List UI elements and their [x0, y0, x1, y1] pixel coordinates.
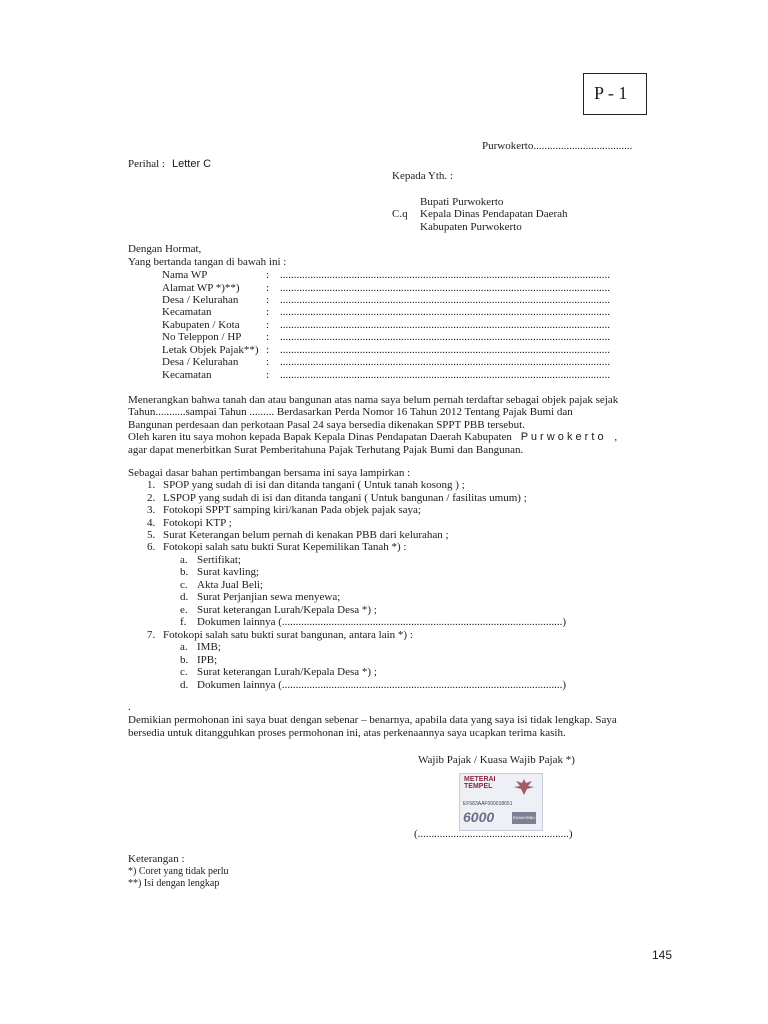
field-dots: ........................................................................................................................ — [280, 344, 610, 356]
sub-letter: b. — [180, 654, 189, 666]
sub-text: Surat keterangan Lurah/Kepala Desa *) ; — [197, 666, 377, 678]
paragraph-line: Tahun...........sampai Tahun ......... Berdasarkan Perda Nomor 16 Tahun 2012 Tentang Pajak Bumi dan — [128, 406, 573, 418]
list-text: Fotokopi salah satu bukti surat bangunan, antara lain *) : — [163, 629, 413, 641]
field-dots: ........................................................................................................................ — [280, 282, 610, 294]
closing-line: bersedia untuk ditangguhkan proses permohonan ini, atas perkenaannya saya ucapkan terima kasih. — [128, 727, 566, 739]
sub-text: Akta Jual Beli; — [197, 579, 263, 591]
meterai-stamp — [459, 773, 543, 831]
list-number: 6. — [147, 541, 156, 553]
field-label: Kabupaten / Kota — [162, 319, 240, 331]
field-label: Desa / Kelurahan — [162, 294, 239, 306]
sub-text: Dokumen lainnya (......................................................................................................) — [197, 616, 567, 628]
stamp-title — [464, 776, 496, 790]
recipient-line1: Bupati Purwokerto — [420, 196, 504, 208]
recipient-kepada: Kepada Yth. : — [392, 170, 453, 182]
greeting: Dengan Hormat, — [128, 243, 202, 255]
recipient-line3: Kabupaten Purwokerto — [420, 221, 522, 233]
place-date: Purwokerto.................................... — [482, 140, 633, 152]
perihal-label: Perihal : — [128, 158, 165, 170]
paragraph-line: Menerangkan bahwa tanah dan atau bangunan atas nama saya belum pernah terdaftar sebagai objek pajak sejak — [128, 394, 619, 406]
field-dots: ........................................................................................................................ — [280, 294, 610, 306]
field-dots: ........................................................................................................................ — [280, 319, 610, 331]
sub-text: IMB; — [197, 641, 221, 653]
form-code-box: P - 1 — [583, 73, 647, 115]
list-text: Fotokopi SPPT samping kiri/kanan Pada objek pajak saya; — [163, 504, 421, 516]
sub-letter: c. — [180, 666, 188, 678]
intro: Yang bertanda tangan di bawah ini : — [128, 256, 287, 268]
list-text: LSPOP yang sudah di isi dan ditanda tangani ( Untuk bangunan / fasilitas umum) ; — [163, 492, 527, 504]
field-colon: : — [266, 306, 270, 318]
field-dots: ........................................................................................................................ — [280, 331, 610, 343]
notes-title: Keterangan : — [128, 853, 185, 865]
field-dots: ........................................................................................................................ — [280, 306, 610, 318]
list-number: 4. — [147, 517, 156, 529]
page-number: 145 — [652, 948, 673, 962]
paragraph-comma: , — [614, 431, 618, 443]
field-label: Letak Objek Pajak**) — [162, 344, 259, 356]
closing-line: Demikian permohonan ini saya buat dengan sebenar – benarnya, apabila data yang saya isi tidak lengkap. Saya — [128, 714, 617, 726]
field-colon: : — [266, 356, 270, 368]
sub-text: Sertifikat; — [197, 554, 241, 566]
sub-text: Dokumen lainnya (......................................................................................................) — [197, 679, 567, 691]
garuda-emblem-icon — [512, 777, 536, 797]
sub-letter: e. — [180, 604, 188, 616]
field-label: Kecamatan — [162, 306, 212, 318]
field-colon: : — [266, 294, 270, 306]
field-dots: ........................................................................................................................ — [280, 269, 610, 281]
field-colon: : — [266, 319, 270, 331]
paragraph-line — [128, 431, 617, 444]
sub-text: IPB; — [197, 654, 218, 666]
note-item: **) Isi dengan lengkap — [128, 878, 220, 889]
paragraph-city: P u r w o k e r t o — [520, 431, 604, 443]
perihal-value: Letter C — [172, 158, 212, 170]
list-text: SPOP yang sudah di isi dan ditanda tangani ( Untuk tanah kosong ) ; — [163, 479, 465, 491]
sub-letter: a. — [180, 641, 188, 653]
stamp-serial: EF583AAF000018651 — [463, 801, 513, 807]
field-label: Nama WP — [162, 269, 208, 281]
list-text: Surat Keterangan belum pernah di kenakan PBB dari kelurahan ; — [163, 529, 449, 541]
stamp-title-line2: TEMPEL — [464, 783, 493, 790]
field-dots: ........................................................................................................................ — [280, 369, 610, 381]
stamp-title-line1: METERAI — [464, 776, 496, 783]
sub-letter: c. — [180, 579, 188, 591]
attachments-intro: Sebagai dasar bahan pertimbangan bersama ini saya lampirkan : — [128, 467, 411, 479]
field-colon: : — [266, 369, 270, 381]
sub-text: Surat kavling; — [197, 566, 260, 578]
paragraph-line: agar dapat menerbitkan Surat Pemberitahuna Pajak Terhutang Pajak Bumi dan Bangunan. — [128, 444, 524, 456]
stamp-tag: ENAM RIBU — [512, 812, 536, 824]
field-label: No Teleppon / HP — [162, 331, 242, 343]
list-number: 3. — [147, 504, 156, 516]
sub-text: Surat Perjanjian sewa menyewa; — [197, 591, 341, 603]
sub-text: Surat keterangan Lurah/Kepala Desa *) ; — [197, 604, 377, 616]
signature-title: Wajib Pajak / Kuasa Wajib Pajak *) — [418, 754, 575, 766]
sub-letter: b. — [180, 566, 189, 578]
paragraph-text: Oleh karen itu saya mohon kepada Bapak Kepala Dinas Pendapatan Daerah Kabupaten — [128, 431, 512, 443]
list-number: 7. — [147, 629, 156, 641]
stamp-value: 6000 — [463, 809, 495, 825]
sub-letter: f. — [180, 616, 187, 628]
list-number: 5. — [147, 529, 156, 541]
list-text: Fotokopi salah satu bukti Surat Kepemilikan Tanah *) : — [163, 541, 407, 553]
field-label: Desa / Kelurahan — [162, 356, 239, 368]
sub-letter: a. — [180, 554, 188, 566]
list-number: 2. — [147, 492, 156, 504]
field-colon: : — [266, 331, 270, 343]
list-number: 1. — [147, 479, 156, 491]
field-label: Alamat WP *)**) — [162, 282, 240, 294]
paragraph-line: Bangunan perdesaan dan perkotaan Pasal 24 saya bersedia dikenakan SPPT PBB tersebut. — [128, 419, 525, 431]
field-colon: : — [266, 344, 270, 356]
recipient-line2: Kepala Dinas Pendapatan Daerah — [420, 208, 568, 220]
field-colon: : — [266, 282, 270, 294]
field-colon: : — [266, 269, 270, 281]
sub-letter: d. — [180, 679, 189, 691]
sub-letter: d. — [180, 591, 189, 603]
recipient-cq: C.q — [392, 208, 408, 220]
signature-line: (.......................................................) — [414, 828, 573, 840]
field-dots: ........................................................................................................................ — [280, 356, 610, 368]
note-item: *) Coret yang tidak perlu — [128, 866, 229, 877]
list-text: Fotokopi KTP ; — [163, 517, 232, 529]
dot-line: . — [128, 701, 131, 713]
field-label: Kecamatan — [162, 369, 212, 381]
